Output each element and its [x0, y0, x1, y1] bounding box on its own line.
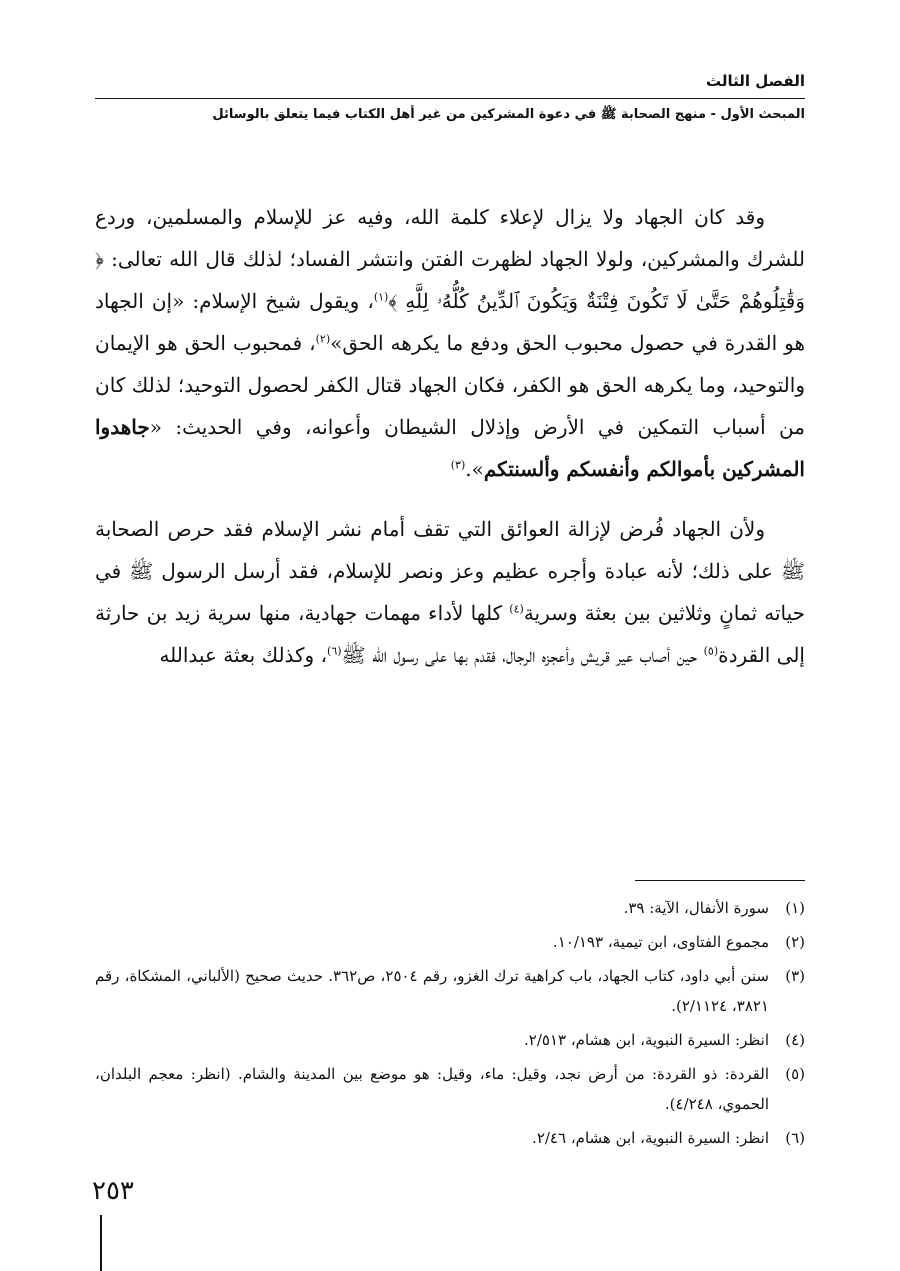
- section-title: المبحث الأول - منهج الصحابة ﷺ في دعوة المشركين من غير أهل الكتاب فيما يتعلق بالوسائل: [212, 107, 805, 122]
- footnote-number: (٣): [785, 967, 805, 985]
- footnote-text: مجموع الفتاوى، ابن تيمية، ١٠/١٩٣.: [552, 933, 769, 951]
- hadith-quote: جاهدوا المشركين بأموالكم وأنفسكم وألسنتكم: [95, 415, 805, 481]
- footnote-ref-4[interactable]: (٤): [509, 602, 524, 616]
- footnote-ref-2[interactable]: (٢): [315, 332, 331, 346]
- footnote-number: (٤): [785, 1031, 805, 1049]
- footnote-item: [95, 1059, 805, 1119]
- main-text: [95, 196, 805, 694]
- page-number: ٢٥٣: [92, 1176, 134, 1206]
- header-rule: [95, 98, 805, 99]
- footnote-number: (٦): [785, 1129, 805, 1147]
- footnote-item: [95, 927, 805, 957]
- footnote-text: سنن أبي داود، كتاب الجهاد، باب كراهية ترك الغزو، رقم ٢٥٠٤، ص٣٦٢. حديث صحيح (الألباني، المشكاة، رقم ٣٨٢١، ٢/١١٢٤).: [95, 967, 769, 1015]
- chapter-title: الفصل الثالث: [705, 72, 805, 90]
- paragraph-1-text-b: ، ويقول شيخ الإسلام: «إن الجهاد هو القدرة في حصول محبوب الحق ودفع ما يكرهه الحق»: [95, 289, 806, 355]
- quran-verse: ﴿ وَقَٰتِلُوهُمْ حَتَّىٰ لَا تَكُونَ فِتْنَةٌ وَيَكُونَ ٱلدِّينُ كُلُّهُۥ لِلَّهِ ﴾: [95, 247, 806, 313]
- footnote-item: [95, 1123, 805, 1153]
- footnote-item: [95, 1025, 805, 1055]
- footnote-text: سورة الأنفال، الآية: ٣٩.: [623, 899, 769, 917]
- paragraph-2-text-a: ولأن الجهاد فُرض لإزالة العوائق التي تقف أمام نشر الإسلام فقد حرص الصحابة ﷺ على ذلك؛ لأنه عبادة وأجره عظيم وعز ونصر للإسلام، فقد أرسل الرسول ﷺ في حياته ثمانٍ وثلاثين بين بعثة وسرية: [95, 517, 805, 625]
- footnote-ref-1[interactable]: (١): [373, 290, 389, 304]
- paragraph-2-text-b: كلها لأداء مهمات جهادية، منها سرية زيد بن حارثة إلى القردة: [95, 601, 805, 667]
- margin-line: [100, 1215, 102, 1271]
- paragraph-2-text-c: حين أصاب عير قريش وأعجزه الرجال، فقدم بها على رسول الله ﷺ: [341, 643, 704, 667]
- footnote-text: انظر: السيرة النبوية، ابن هشام، ٢/٥١٣.: [523, 1031, 769, 1049]
- footnote-number: (٢): [785, 933, 805, 951]
- footnote-ref-5[interactable]: (٥): [703, 644, 719, 658]
- footnote-item: [95, 893, 805, 923]
- footnote-ref-3[interactable]: (٣): [450, 458, 466, 472]
- paragraph-2: [95, 508, 805, 676]
- paragraph-1-text-d: ».: [465, 457, 484, 481]
- paragraph-1: [95, 196, 805, 490]
- footnote-ref-6[interactable]: (٦): [327, 644, 342, 658]
- footnote-number: (١): [785, 899, 805, 917]
- footnote-number: (٥): [785, 1065, 805, 1083]
- paragraph-1-text-c: ، فمحبوب الحق هو الإيمان والتوحيد، وما يكرهه الحق هو الكفر، فكان الجهاد قتال الكفر لحصول التوحيد؛ لذلك كان من أسباب التمكين في الأرض وإذلال الشيطان وأعوانه، وفي الحديث: «: [95, 331, 805, 439]
- page-header: [95, 70, 805, 125]
- footnotes: [95, 893, 805, 1157]
- footnote-text: انظر: السيرة النبوية، ابن هشام، ٢/٤٦.: [532, 1129, 769, 1147]
- paragraph-1-text-a: وقد كان الجهاد ولا يزال لإعلاء كلمة الله، وفيه عز للإسلام والمسلمين، وردع للشرك والمشركين، ولولا الجهاد لظهرت الفتن وانتشر الفساد؛ لذلك قال الله تعالى:: [95, 205, 805, 271]
- paragraph-2-text-d: ، وكذلك بعثة عبدالله: [159, 643, 328, 667]
- footnote-separator: [635, 880, 805, 881]
- footnote-text: القردة: ذو القردة: من أرض نجد، وقيل: ماء، وقيل: هو موضع بين المدينة والشام. (انظر: معجم البلدان، الحموي، ٤/٢٤٨).: [95, 1065, 769, 1113]
- footnote-item: [95, 961, 805, 1021]
